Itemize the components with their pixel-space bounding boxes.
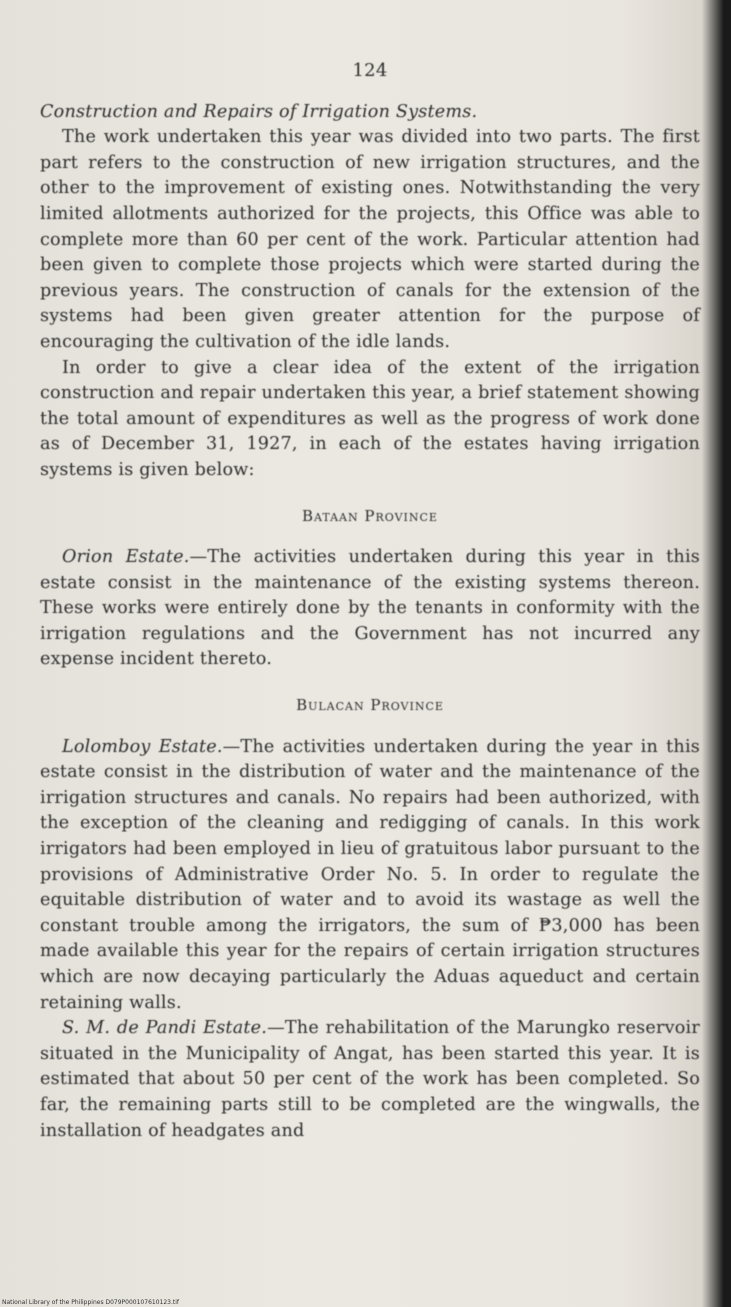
pandi-estate-text: —The rehabilitation of the Marungko reservoir situated in the Municipality of Angat, has been started this year. It is estimated that about 50 per cent of the work has been completed. So far, the remaining parts still to be completed are the wingwalls, the installation of headgates and — [40, 1018, 700, 1141]
section-title: Construction and Repairs of Irrigation Systems. — [40, 101, 478, 122]
paragraph-intro: The work undertaken this year was divided into two parts. The first part refers to the construction of new irrigation structures, and the other to the improvement of existing ones. Notwithstanding the very limited allotments authorized for the projects, this Office was able to complete more than 60 per cent of the work. Particular attention had been given to complete those projects which were started during the previous years. The construction of canals for the extension of the systems had been given greater attention for the purpose of encouraging the cultivation of the idle lands. — [40, 127, 700, 352]
paragraph-statement: In order to give a clear idea of the extent of the irrigation construction and repair undertaken this year, a brief statement showing the total amount of expenditures as well as the progress of work done as of December 31, 1927, in each of the estates having irrigation systems is given below: — [40, 357, 700, 480]
orion-estate-text: —The activities undertaken during this year in this estate consist in the maintenance of the existing systems thereon. These works were entirely done by the tenants in conformity with the irrigation regulations and the Government has not incurred any expense incident thereto. — [40, 547, 701, 670]
page-number: 124 — [352, 60, 388, 81]
heading-bulacan-province: Bulacan Province — [296, 696, 444, 715]
estate-name-pandi: S. M. de Pandi Estate. — [62, 1018, 268, 1039]
estate-name-lolomboy: Lolomboy Estate. — [62, 736, 223, 757]
estate-name-orion: Orion Estate. — [62, 547, 190, 568]
heading-bataan-province: Bataan Province — [302, 506, 438, 525]
lolomboy-estate-text: —The activities undertaken during the year in this estate consist in the distribution of water and the maintenance of the irrigation structures and canals. No repairs had been authorized, with the exception of the cleaning and redigging of canals. In this work irrigators had been employed in lieu of gratuitous labor pursuant to the provisions of Administrative Order No. 5. In order to regulate the equitable distribution of water and to avoid its wastage as well the constant trouble among the irrigators, the sum of ₱3,000 has been made available this year for the repairs of certain irrigation structures which are now decaying particularly the Aduas aqueduct and certain retaining walls. — [40, 736, 700, 1013]
scan-footer: National Library of the Philippines D079P000107610123.tif — [2, 1299, 180, 1306]
paragraph-lolomboy-estate — [40, 735, 700, 1017]
page-content — [40, 58, 700, 1144]
paragraph-pandi-estate — [40, 1016, 700, 1144]
paragraph-orion-estate — [40, 545, 700, 673]
